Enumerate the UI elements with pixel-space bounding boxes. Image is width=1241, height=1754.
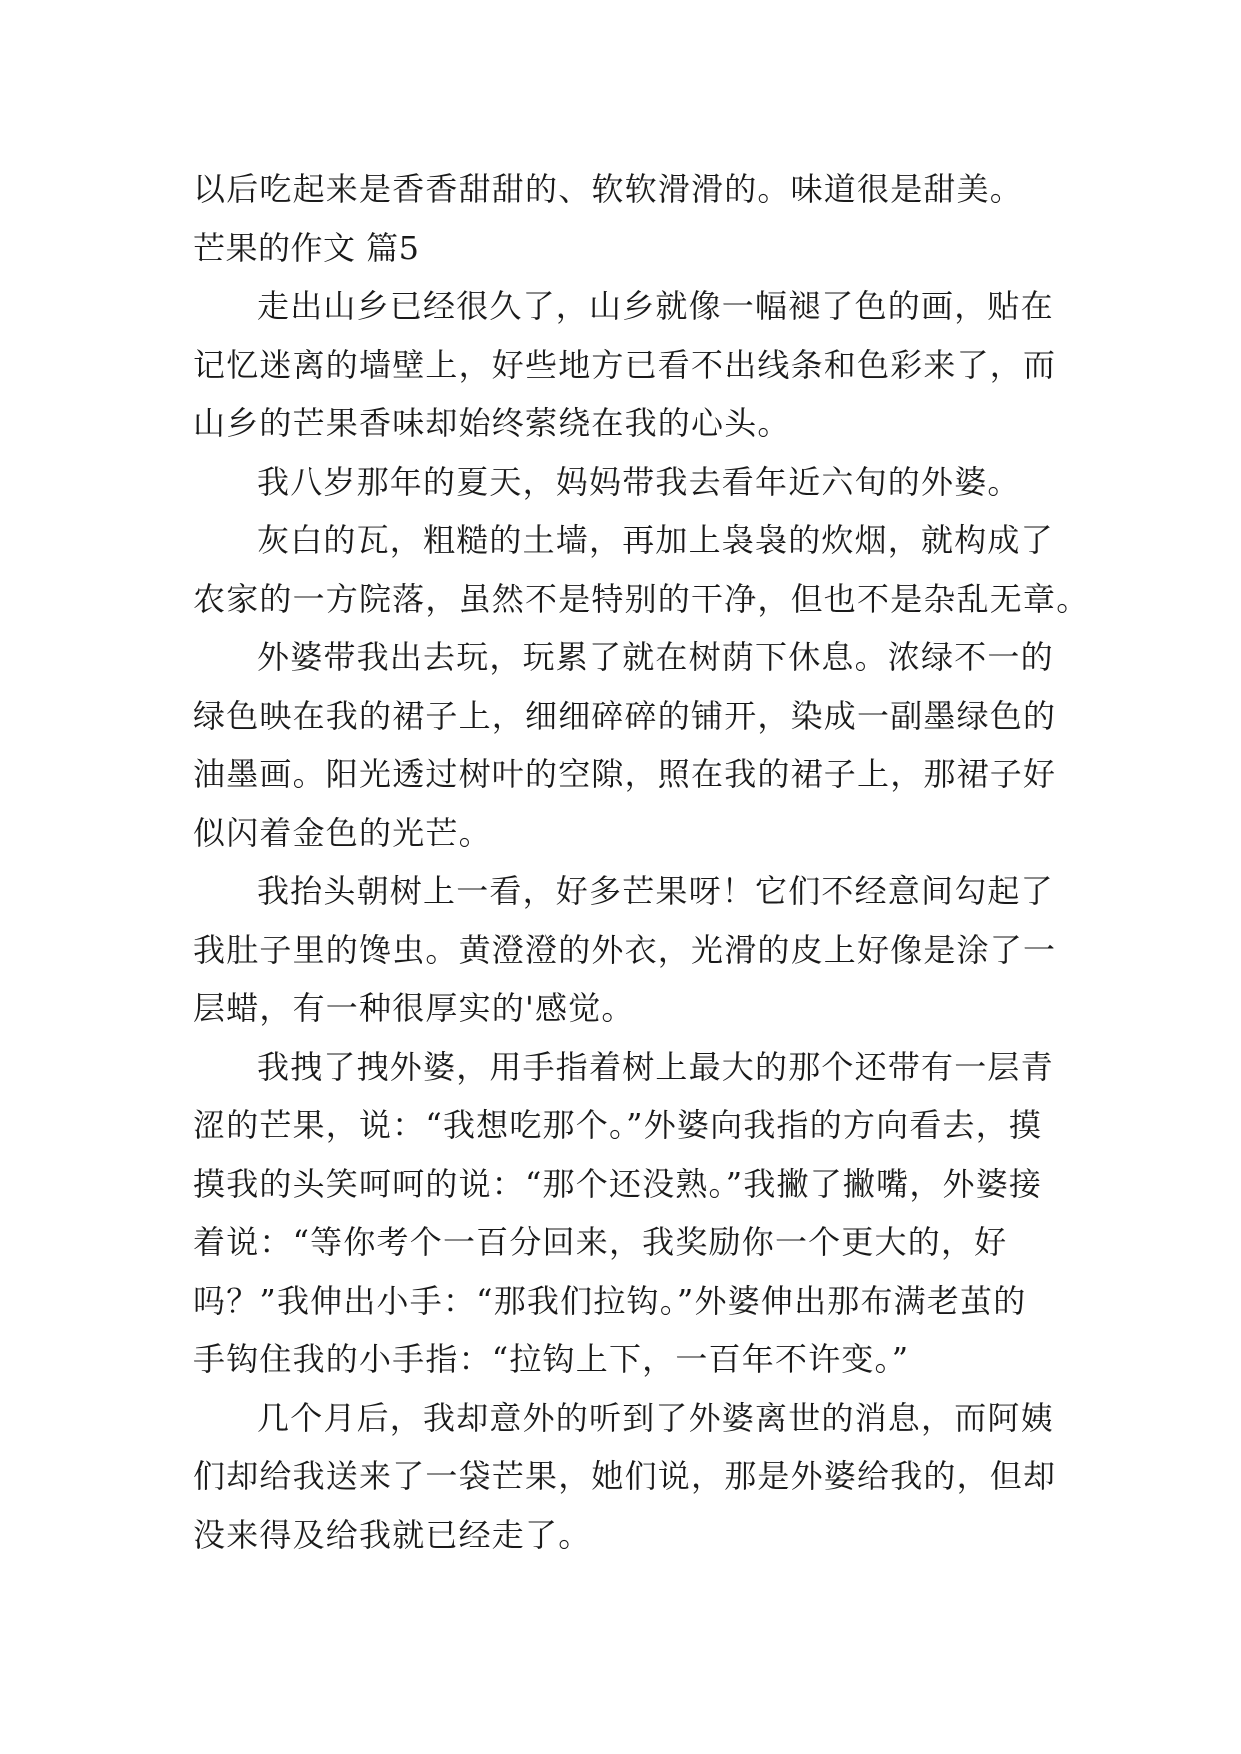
text-line: 手钩住我的小手指：“拉钩上下，一百年不许变。” (193, 1340, 910, 1378)
text-line: 我拽了拽外婆，用手指着树上最大的那个还带有一层青 (257, 1047, 1054, 1086)
continuation-line: 以后吃起来是香香甜甜的、软软滑滑的。味道很是甜美。 (193, 170, 1024, 208)
text-line: 似闪着金色的光芒。 (193, 813, 492, 852)
paragraph (193, 453, 1053, 512)
paragraph (193, 628, 1057, 862)
text-line: 我抬头朝树上一看，好多芒果呀！它们不经意间勾起了 (257, 872, 1054, 910)
text-line: 绿色映在我的裙子上，细细碎碎的铺开，染成一副墨绿色的 (193, 696, 1057, 735)
text-line: 油墨画。阳光透过树叶的空隙，照在我的裙子上，那裙子好 (193, 755, 1057, 793)
text-line: 几个月后，我却意外的听到了外婆离世的消息，而阿姨 (257, 1398, 1054, 1437)
paragraph (193, 1389, 1057, 1565)
text-line: 没来得及给我就已经走了。 (193, 1515, 592, 1554)
text-line: 走出山乡已经很久了，山乡就像一幅褪了色的画，贴在 (257, 287, 1054, 325)
text-line: 记忆迷离的墙壁上，好些地方已看不出线条和色彩来了，而 (193, 345, 1057, 384)
paragraph (193, 511, 1090, 628)
text-line: 农家的一方院落，虽然不是特别的干净，但也不是杂乱无章。 (193, 579, 1090, 618)
section-heading: 芒果的作文 篇5 (193, 228, 420, 267)
text-line: 山乡的芒果香味却始终萦绕在我的心头。 (193, 404, 791, 442)
text-line: 我肚子里的馋虫。黄澄澄的外衣，光滑的皮上好像是涂了一 (193, 930, 1057, 969)
text-line: 摸我的头笑呵呵的说：“那个还没熟。”我撇了撇嘴，外婆接 (193, 1164, 1043, 1203)
text-line: 吗？”我伸出小手：“那我们拉钩。”外婆伸出那布满老茧的 (193, 1281, 1027, 1320)
text-line: 外婆带我出去玩，玩累了就在树荫下休息。浓绿不一的 (257, 638, 1054, 676)
text-line: 灰白的瓦，粗糙的土墙，再加上袅袅的炊烟，就构成了 (257, 521, 1054, 559)
paragraph (193, 862, 1057, 1038)
text-line: 我八岁那年的夏天，妈妈带我去看年近六旬的外婆。 (257, 462, 1021, 501)
text-line: 们却给我送来了一袋芒果，她们说，那是外婆给我的，但却 (193, 1457, 1057, 1495)
document-page (193, 160, 1090, 1564)
paragraph (193, 1038, 1053, 1389)
text-line: 层蜡，有一种很厚实的'感觉。 (193, 989, 635, 1027)
paragraph (193, 277, 1057, 453)
text-line: 着说：“等你考个一百分回来，我奖励你一个更大的，好 (193, 1223, 1008, 1261)
text-line: 涩的芒果，说：“我想吃那个。”外婆向我指的方向看去，摸 (193, 1106, 1043, 1144)
